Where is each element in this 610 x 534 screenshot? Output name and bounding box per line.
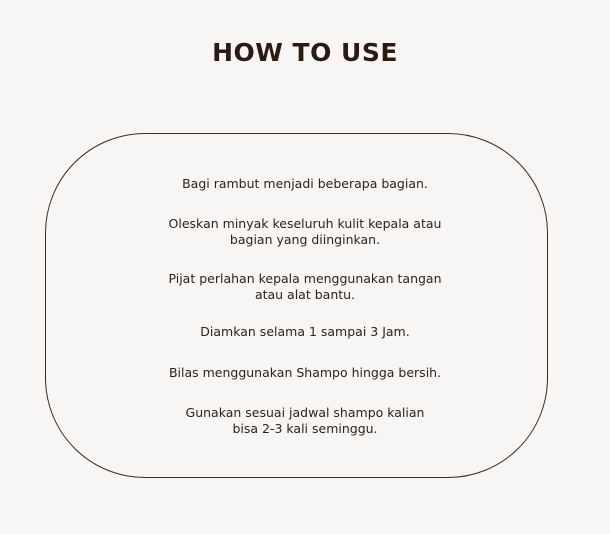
- step-3-line-1: Pijat perlahan kepala menggunakan tangan: [168, 271, 442, 286]
- step-1-line-1: Bagi rambut menjadi beberapa bagian.: [182, 176, 428, 191]
- step-5: [0, 365, 610, 381]
- step-3: [0, 271, 610, 303]
- step-6: [0, 405, 610, 437]
- step-3-line-2: atau alat bantu.: [254, 287, 356, 302]
- step-5-line-1: Bilas menggunakan Shampo hingga bersih.: [168, 365, 442, 380]
- step-2: [0, 216, 610, 248]
- step-4: [0, 324, 610, 340]
- step-2-line-2: bagian yang diinginkan.: [229, 232, 381, 247]
- step-2-line-1: Oleskan minyak keseluruh kulit kepala atau: [168, 216, 442, 231]
- step-6-line-1: Gunakan sesuai jadwal shampo kalian: [185, 405, 425, 420]
- page-title: HOW TO USE: [212, 38, 398, 67]
- step-1: [0, 176, 610, 192]
- step-6-line-2: bisa 2-3 kali seminggu.: [232, 421, 378, 436]
- step-4-line-1: Diamkan selama 1 sampai 3 Jam.: [200, 324, 410, 339]
